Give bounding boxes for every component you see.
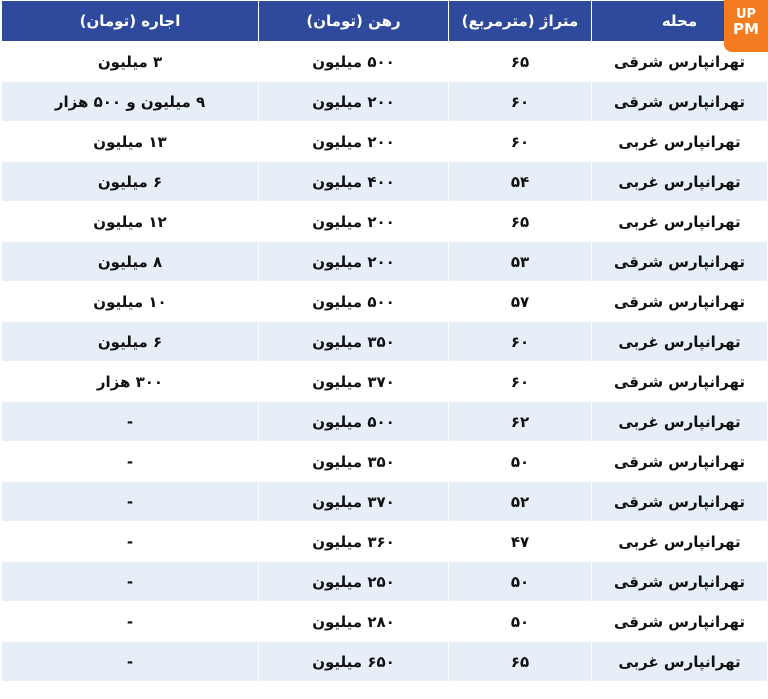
table-row <box>2 282 768 322</box>
cell-deposit: ۵۰۰ میلیون <box>259 42 449 82</box>
cell-deposit: ۳۵۰ میلیون <box>259 442 449 482</box>
cell-neighborhood: تهرانپارس شرقی <box>592 442 768 482</box>
cell-deposit: ۳۵۰ میلیون <box>259 322 449 362</box>
table-row <box>2 362 768 402</box>
cell-deposit: ۲۰۰ میلیون <box>259 122 449 162</box>
cell-neighborhood: تهرانپارس غربی <box>592 202 768 242</box>
table-row <box>2 42 768 82</box>
cell-rent: ۶ میلیون <box>2 322 259 362</box>
cell-area: ۶۵ <box>449 42 592 82</box>
cell-deposit: ۵۰۰ میلیون <box>259 282 449 322</box>
cell-rent: ۱۰ میلیون <box>2 282 259 322</box>
cell-deposit: ۲۰۰ میلیون <box>259 242 449 282</box>
table-row <box>2 122 768 162</box>
cell-neighborhood: تهرانپارس شرقی <box>592 82 768 122</box>
rental-listings-table <box>1 0 768 682</box>
cell-area: ۶۰ <box>449 322 592 362</box>
cell-area: ۵۲ <box>449 482 592 522</box>
site-logo <box>724 0 768 52</box>
cell-deposit: ۳۷۰ میلیون <box>259 362 449 402</box>
cell-deposit: ۲۵۰ میلیون <box>259 562 449 602</box>
table-row <box>2 522 768 562</box>
cell-area: ۵۰ <box>449 442 592 482</box>
cell-area: ۴۷ <box>449 522 592 562</box>
cell-rent: - <box>2 442 259 482</box>
cell-neighborhood: تهرانپارس شرقی <box>592 482 768 522</box>
cell-area: ۶۰ <box>449 82 592 122</box>
table-row <box>2 322 768 362</box>
cell-area: ۵۳ <box>449 242 592 282</box>
cell-rent: ۳ میلیون <box>2 42 259 82</box>
cell-rent: ۹ میلیون و ۵۰۰ هزار <box>2 82 259 122</box>
header-area: متراژ (مترمربع) <box>449 1 592 42</box>
cell-rent: ۳۰۰ هزار <box>2 362 259 402</box>
cell-area: ۶۲ <box>449 402 592 442</box>
header-rent: اجاره (تومان) <box>2 1 259 42</box>
table-row <box>2 82 768 122</box>
table-row <box>2 442 768 482</box>
cell-neighborhood: تهرانپارس غربی <box>592 642 768 682</box>
cell-area: ۶۰ <box>449 362 592 402</box>
table-row <box>2 642 768 682</box>
cell-deposit: ۶۵۰ میلیون <box>259 642 449 682</box>
table-row <box>2 562 768 602</box>
cell-area: ۵۷ <box>449 282 592 322</box>
cell-neighborhood: تهرانپارس شرقی <box>592 362 768 402</box>
cell-neighborhood: تهرانپارس شرقی <box>592 282 768 322</box>
header-neighborhood: محله <box>592 1 768 42</box>
cell-deposit: ۳۶۰ میلیون <box>259 522 449 562</box>
cell-deposit: ۳۷۰ میلیون <box>259 482 449 522</box>
cell-area: ۵۰ <box>449 562 592 602</box>
cell-deposit: ۲۸۰ میلیون <box>259 602 449 642</box>
logo-text-top: UP <box>735 7 757 22</box>
cell-area: ۵۰ <box>449 602 592 642</box>
cell-rent: ۱۳ میلیون <box>2 122 259 162</box>
table-row <box>2 402 768 442</box>
header-deposit: رهن (تومان) <box>259 1 449 42</box>
cell-rent: ۸ میلیون <box>2 242 259 282</box>
cell-rent: - <box>2 402 259 442</box>
table-row <box>2 202 768 242</box>
cell-rent: ۶ میلیون <box>2 162 259 202</box>
table-row <box>2 242 768 282</box>
cell-neighborhood: تهرانپارس شرقی <box>592 602 768 642</box>
cell-area: ۶۵ <box>449 202 592 242</box>
table-row <box>2 602 768 642</box>
table-header-row <box>2 1 768 42</box>
cell-rent: - <box>2 482 259 522</box>
table-row <box>2 162 768 202</box>
cell-rent: - <box>2 642 259 682</box>
cell-neighborhood: تهرانپارس غربی <box>592 522 768 562</box>
cell-neighborhood: تهرانپارس غربی <box>592 402 768 442</box>
cell-neighborhood: تهرانپارس غربی <box>592 162 768 202</box>
cell-deposit: ۵۰۰ میلیون <box>259 402 449 442</box>
cell-area: ۵۴ <box>449 162 592 202</box>
cell-deposit: ۲۰۰ میلیون <box>259 202 449 242</box>
cell-area: ۶۵ <box>449 642 592 682</box>
table-row <box>2 482 768 522</box>
cell-neighborhood: تهرانپارس شرقی <box>592 562 768 602</box>
cell-deposit: ۴۰۰ میلیون <box>259 162 449 202</box>
cell-area: ۶۰ <box>449 122 592 162</box>
cell-rent: ۱۲ میلیون <box>2 202 259 242</box>
cell-neighborhood: تهرانپارس شرقی <box>592 42 768 82</box>
cell-rent: - <box>2 602 259 642</box>
cell-rent: - <box>2 562 259 602</box>
cell-deposit: ۲۰۰ میلیون <box>259 82 449 122</box>
cell-neighborhood: تهرانپارس شرقی <box>592 242 768 282</box>
logo-text-bottom: PM <box>733 20 759 38</box>
cell-neighborhood: تهرانپارس غربی <box>592 322 768 362</box>
cell-rent: - <box>2 522 259 562</box>
cell-neighborhood: تهرانپارس غربی <box>592 122 768 162</box>
